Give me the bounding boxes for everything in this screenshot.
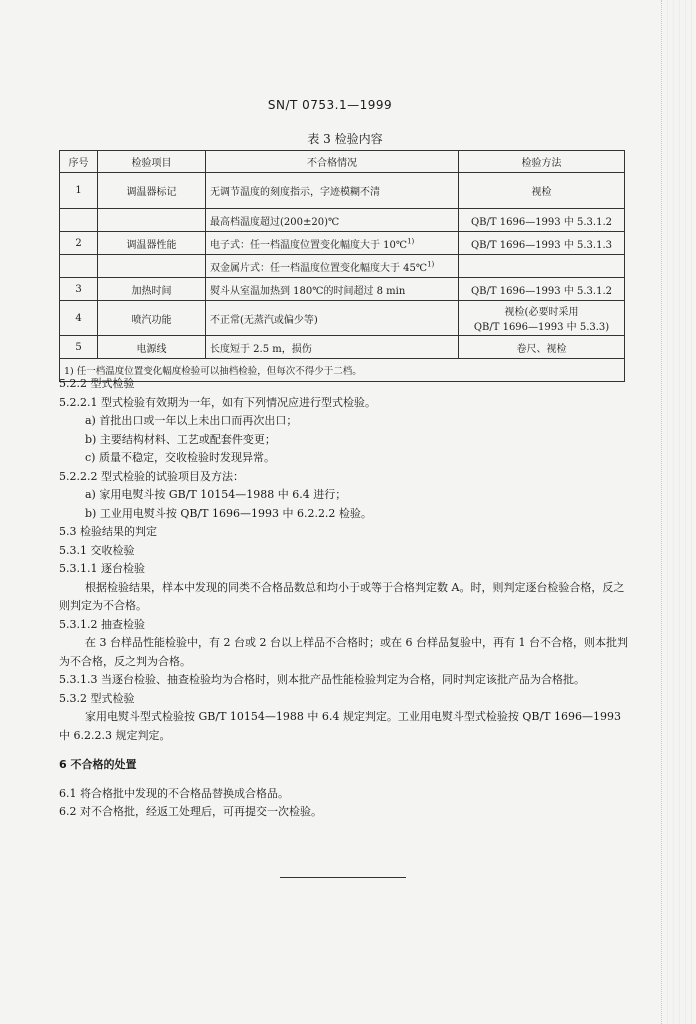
footnote-mark: 1) xyxy=(427,260,435,269)
paragraph: 家用电熨斗型式检验按 GB/T 10154—1988 中 6.4 规定判定。工业用电熨斗型式检验按 QB/T 1696—1993 中 6.2.2.3 规定判定。 xyxy=(59,710,622,742)
method-line: 视检(必要时采用 xyxy=(504,307,579,318)
clause-heading: 5.2.2.1 型式检验有效期为一年，如有下列情况应进行型式检验。 xyxy=(59,395,376,409)
section-heading: 5.2.2 型式检验 xyxy=(59,377,135,390)
list-item: b) 主要结构材料、工艺或配套件变更； xyxy=(85,432,276,446)
footnote-mark: 1) xyxy=(407,237,415,246)
body-text xyxy=(59,375,629,822)
defect-condition: 长度短于 2.5 m，损伤 xyxy=(206,336,459,359)
document-header: SN/T 0753.1—1999 xyxy=(267,98,393,112)
column-header: 检验项目 xyxy=(98,151,206,173)
row-number: 4 xyxy=(60,301,98,336)
clause-heading: 5.3.1.1 逐台检验 xyxy=(59,562,145,575)
defect-text: 双金属片式：任一档温度位置变化幅度大于 45℃ xyxy=(210,262,428,274)
end-rule xyxy=(280,877,406,878)
table-header-row xyxy=(60,151,625,173)
table-footnote: 1) 任一档温度位置变化幅度检验可以抽档检验，但每次不得少于二档。 xyxy=(60,359,625,382)
column-header: 检验方法 xyxy=(459,151,625,173)
table-row xyxy=(60,301,625,336)
table-row xyxy=(60,336,625,359)
clause: 6.1 将合格批中发现的不合格品替换成合格品。 xyxy=(59,786,289,800)
clause-heading: 5.3.1.2 抽查检验 xyxy=(59,617,145,631)
table-caption: 表 3 检验内容 xyxy=(307,132,383,146)
section-heading: 5.3.2 型式检验 xyxy=(59,691,135,705)
inspection-item: 加热时间 xyxy=(98,278,206,301)
list-item: c) 质量不稳定，交收检验时发现异常。 xyxy=(85,451,275,464)
list-item: a) 首批出口或一年以上未出口而再次出口； xyxy=(85,414,298,427)
row-number: 3 xyxy=(60,278,98,301)
defect-condition: 最高档温度超过(200±20)℃ xyxy=(206,209,459,232)
table-row xyxy=(60,173,625,209)
table-row xyxy=(60,255,625,278)
defect-text: 电子式：任一档温度位置变化幅度大于 10℃ xyxy=(210,239,408,251)
defect-condition: 熨斗从室温加热到 180℃的时间超过 8 min xyxy=(206,278,459,301)
table-row xyxy=(60,209,625,232)
list-item: a) 家用电熨斗按 GB/T 10154—1988 中 6.4 进行； xyxy=(85,488,347,501)
inspection-item xyxy=(98,209,206,232)
paragraph: 根据检验结果，样本中发现的同类不合格品数总和均小于或等于合格判定数 A。时，则判定逐台检验合格，反之则判定为不合格。 xyxy=(59,580,625,612)
paragraph: 5.3.1.3 当逐台检验、抽查检验均为合格时，则本批产品性能检验判定为合格，同时判定该批产品为合格批。 xyxy=(59,673,585,686)
inspection-item: 喷汽功能 xyxy=(98,301,206,336)
inspection-method: QB/T 1696—1993 中 5.3.1.2 xyxy=(459,209,625,232)
section-heading: 5.3 检验结果的判定 xyxy=(59,525,157,538)
inspection-method xyxy=(459,301,625,336)
defect-condition xyxy=(206,232,459,255)
row-number xyxy=(60,255,98,278)
row-number: 2 xyxy=(60,232,98,255)
row-number xyxy=(60,209,98,232)
list-item: b) 工业用电熨斗按 QB/T 1696—1993 中 6.2.2.2 检验。 xyxy=(85,506,372,520)
page-edge xyxy=(661,0,696,1024)
inspection-method: 卷尺、视检 xyxy=(459,336,625,359)
inspection-method: 视检 xyxy=(459,173,625,209)
section-heading: 5.3.1 交收检验 xyxy=(59,543,135,557)
chapter-heading: 6 不合格的处置 xyxy=(59,758,137,771)
clause: 6.2 对不合格批，经返工处理后，可再提交一次检验。 xyxy=(59,805,322,818)
inspection-table xyxy=(59,150,625,382)
table-row xyxy=(60,232,625,255)
inspection-item: 调温器性能 xyxy=(98,232,206,255)
inspection-item xyxy=(98,255,206,278)
inspection-item: 电源线 xyxy=(98,336,206,359)
method-line: QB/T 1696—1993 中 5.3.3) xyxy=(473,322,610,333)
inspection-method xyxy=(459,255,625,278)
paragraph: 在 3 台样品性能检验中，有 2 台或 2 台以上样品不合格时；或在 6 台样品复验中，再有 1 台不合格，则本批判为不合格，反之判为合格。 xyxy=(59,636,628,668)
inspection-method: QB/T 1696—1993 中 5.3.1.3 xyxy=(459,232,625,255)
defect-condition: 不正常(无蒸汽或偏少等) xyxy=(206,301,459,336)
row-number: 1 xyxy=(60,173,98,209)
row-number: 5 xyxy=(60,336,98,359)
clause-heading: 5.2.2.2 型式检验的试验项目及方法： xyxy=(59,469,244,483)
defect-condition xyxy=(206,255,459,278)
table-row xyxy=(60,278,625,301)
inspection-method: QB/T 1696—1993 中 5.3.1.2 xyxy=(459,278,625,301)
defect-condition: 无调节温度的刻度指示，字迹模糊不清 xyxy=(206,173,459,209)
inspection-item: 调温器标记 xyxy=(98,173,206,209)
column-header: 不合格情况 xyxy=(206,151,459,173)
column-header: 序号 xyxy=(60,151,98,173)
